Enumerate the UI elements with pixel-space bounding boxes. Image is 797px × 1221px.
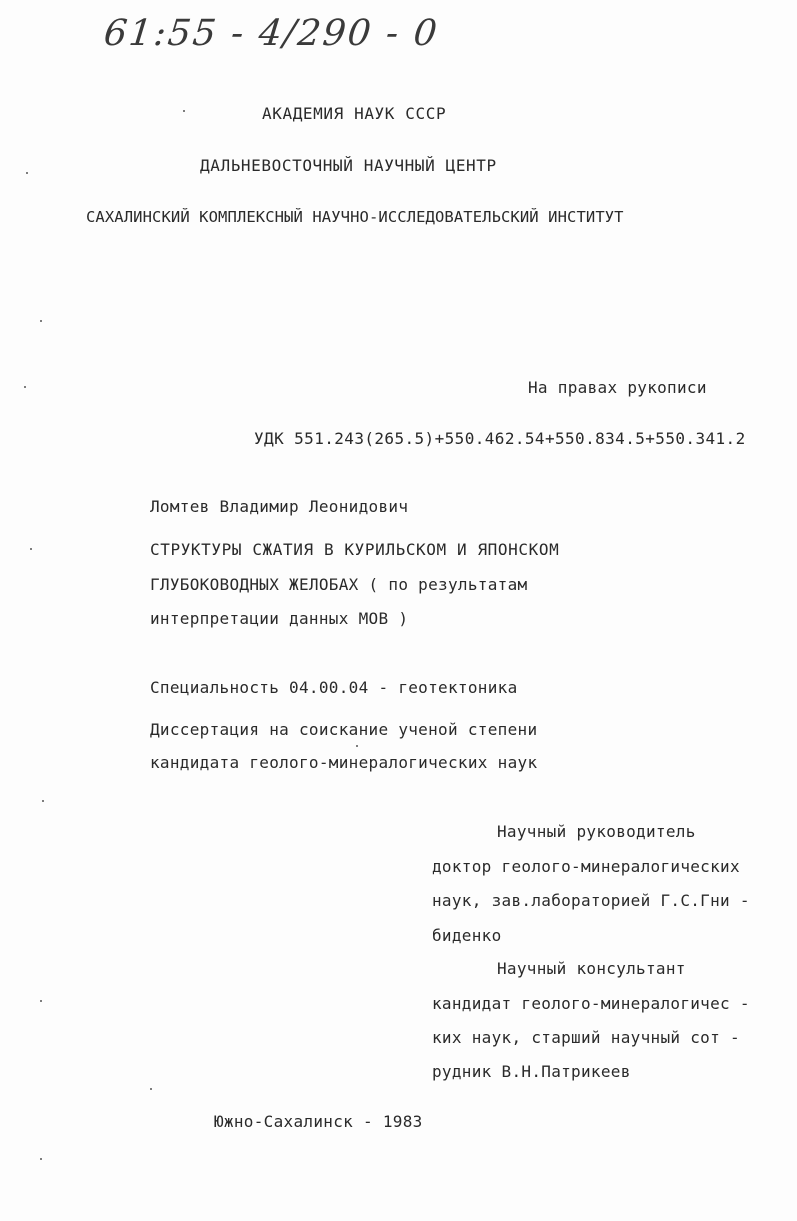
scan-speck	[150, 1088, 152, 1090]
scan-speck	[40, 1158, 42, 1160]
handwritten-archive-code: 61:55 - 4/290 - 0	[101, 13, 441, 54]
scan-speck	[40, 1000, 42, 1002]
scan-speck	[30, 548, 32, 550]
dissertation-line-1: Диссертация на соискание ученой степени	[150, 720, 538, 739]
specialty: Специальность 04.00.04 - геотектоника	[150, 678, 518, 697]
center-heading: ДАЛЬНЕВОСТОЧНЫЙ НАУЧНЫЙ ЦЕНТР	[200, 156, 497, 175]
supervisor-heading: Научный руководитель	[497, 822, 696, 841]
academy-heading: АКАДЕМИЯ НАУК СССР	[262, 104, 447, 123]
supervisor-line-3: биденко	[432, 926, 502, 945]
scan-speck	[40, 320, 42, 322]
scan-speck	[42, 800, 44, 802]
scan-speck	[356, 745, 358, 747]
title-line-1: СТРУКТУРЫ СЖАТИЯ В КУРИЛЬСКОМ И ЯПОНСКОМ	[150, 540, 560, 559]
title-line-2: ГЛУБОКОВОДНЫХ ЖЕЛОБАХ ( по результатам	[150, 575, 528, 594]
manuscript-rights: На правах рукописи	[528, 378, 707, 397]
author-name: Ломтев Владимир Леонидович	[150, 497, 409, 516]
institute-heading: САХАЛИНСКИЙ КОМПЛЕКСНЫЙ НАУЧНО-ИССЛЕДОВАТЕЛЬСКИЙ ИНСТИТУТ	[86, 208, 624, 226]
consultant-line-1: кандидат геолого-минералогичес -	[432, 994, 750, 1013]
consultant-heading: Научный консультант	[497, 959, 686, 978]
consultant-line-2: ких наук, старший научный сот -	[432, 1028, 740, 1047]
supervisor-line-2: наук, зав.лабораторией Г.С.Гни -	[432, 891, 750, 910]
scan-speck	[26, 172, 28, 174]
supervisor-line-1: доктор геолого-минералогических	[432, 857, 740, 876]
scan-speck	[24, 386, 26, 388]
consultant-line-3: рудник В.Н.Патрикеев	[432, 1062, 631, 1081]
scan-speck	[183, 110, 185, 112]
title-line-3: интерпретации данных МОВ )	[150, 609, 409, 628]
udc-code: УДК 551.243(265.5)+550.462.54+550.834.5+550.341.2	[254, 429, 746, 448]
dissertation-line-2: кандидата геолого-минералогических наук	[150, 753, 538, 772]
place-year: Южно-Сахалинск - 1983	[214, 1112, 423, 1131]
